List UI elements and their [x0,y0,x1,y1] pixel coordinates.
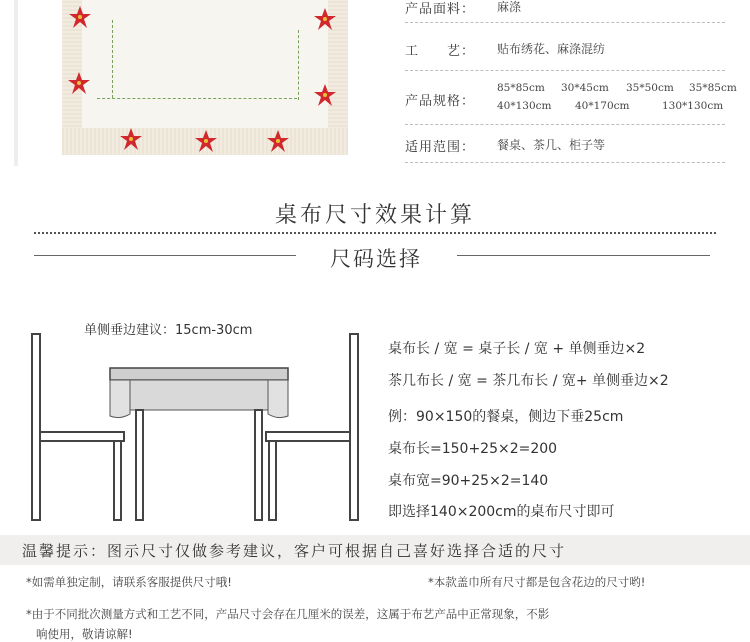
size-item: 30*45cm [561,82,609,94]
left-border-strip [14,0,18,166]
spec-label: 产品面料： [405,2,476,17]
calc-length: 桌布长=150+25×2=200 [388,441,558,457]
vine-embroidery [298,30,299,100]
size-item: 35*85cm [689,82,737,94]
poinsettia-icon [195,130,217,152]
chair-leg [114,441,121,520]
conclusion-text: 即选择140×200cm的桌布尺寸即可 [388,504,615,520]
chair-seat [40,432,124,441]
poinsettia-icon [68,72,90,94]
product-section [0,0,750,170]
size-selection-title: 尺码选择 [330,247,422,271]
spec-label: 适用范围： [405,140,476,155]
poinsettia-icon [267,130,289,152]
example-text: 例：90×150的餐桌，侧边下垂25cm [388,409,624,425]
table-chair-diagram [24,316,382,526]
poinsettia-icon [69,6,91,28]
formula-tablecloth: 桌布长 / 宽 = 桌子长 / 宽 + 单侧垂边×2 [388,341,646,357]
spec-label: 工 艺： [405,44,476,59]
size-item: 35*50cm [626,82,674,94]
poinsettia-icon [120,128,142,150]
divider [405,70,725,71]
note-measurement-error-cont: 响使用，敬请谅解! [36,627,133,641]
tablecloth-drop-right [268,380,288,418]
divider [405,22,725,23]
tablecloth-center [64,0,346,130]
divider [34,255,296,256]
tablecloth-photo [62,0,348,155]
spec-label: 产品规格： [405,94,476,109]
tablecloth-front [130,380,268,410]
spec-value: 麻涤 [497,0,522,14]
divider [405,124,725,125]
size-item: 85*85cm [497,82,545,94]
spec-value: 餐桌、茶几、柜子等 [497,138,606,152]
chair-seat [266,432,350,441]
poinsettia-icon [314,84,336,106]
dotted-divider [34,232,716,234]
table-chair-illustration [24,316,382,526]
calc-width: 桌布宽=90+25×2=140 [388,473,549,489]
table-leg [255,410,262,520]
tablecloth-drop-left [110,380,130,418]
note-measurement-error: *由于不同批次测量方式和工艺不同，产品尺寸会存在几厘米的误差，这属于布艺产品中正常现象，不影 [26,607,550,621]
spec-value: 贴布绣花、麻涤混纺 [497,42,606,56]
divider [405,162,725,163]
size-item: 40*170cm [575,100,630,112]
vine-embroidery [97,98,297,99]
note-size-includes-lace: *本款盖巾所有尺寸都是包含花边的尺寸哟! [428,575,646,589]
poinsettia-icon [314,8,336,30]
notice-tip: 温馨提示：图示尺寸仅做参考建议，客户可根据自己喜好选择合适的尺寸 [22,542,567,560]
size-item: 40*130cm [497,100,552,112]
drop-suggestion: 单侧垂边建议：15cm-30cm [84,323,253,338]
size-item: 130*130cm [662,100,724,112]
section-title: 桌布尺寸效果计算 [274,203,475,228]
chair-back [32,334,40,520]
vine-embroidery [112,20,113,98]
tablecloth-top [110,368,288,380]
formula-coffee-table: 茶几布长 / 宽 = 茶几布长 / 宽+ 单侧垂边×2 [388,373,669,389]
divider [457,255,710,256]
note-custom: *如需单独定制，请联系客服提供尺寸哦! [26,575,232,589]
chair-back [350,334,358,520]
table-leg [136,410,143,520]
chair-leg [269,441,276,520]
